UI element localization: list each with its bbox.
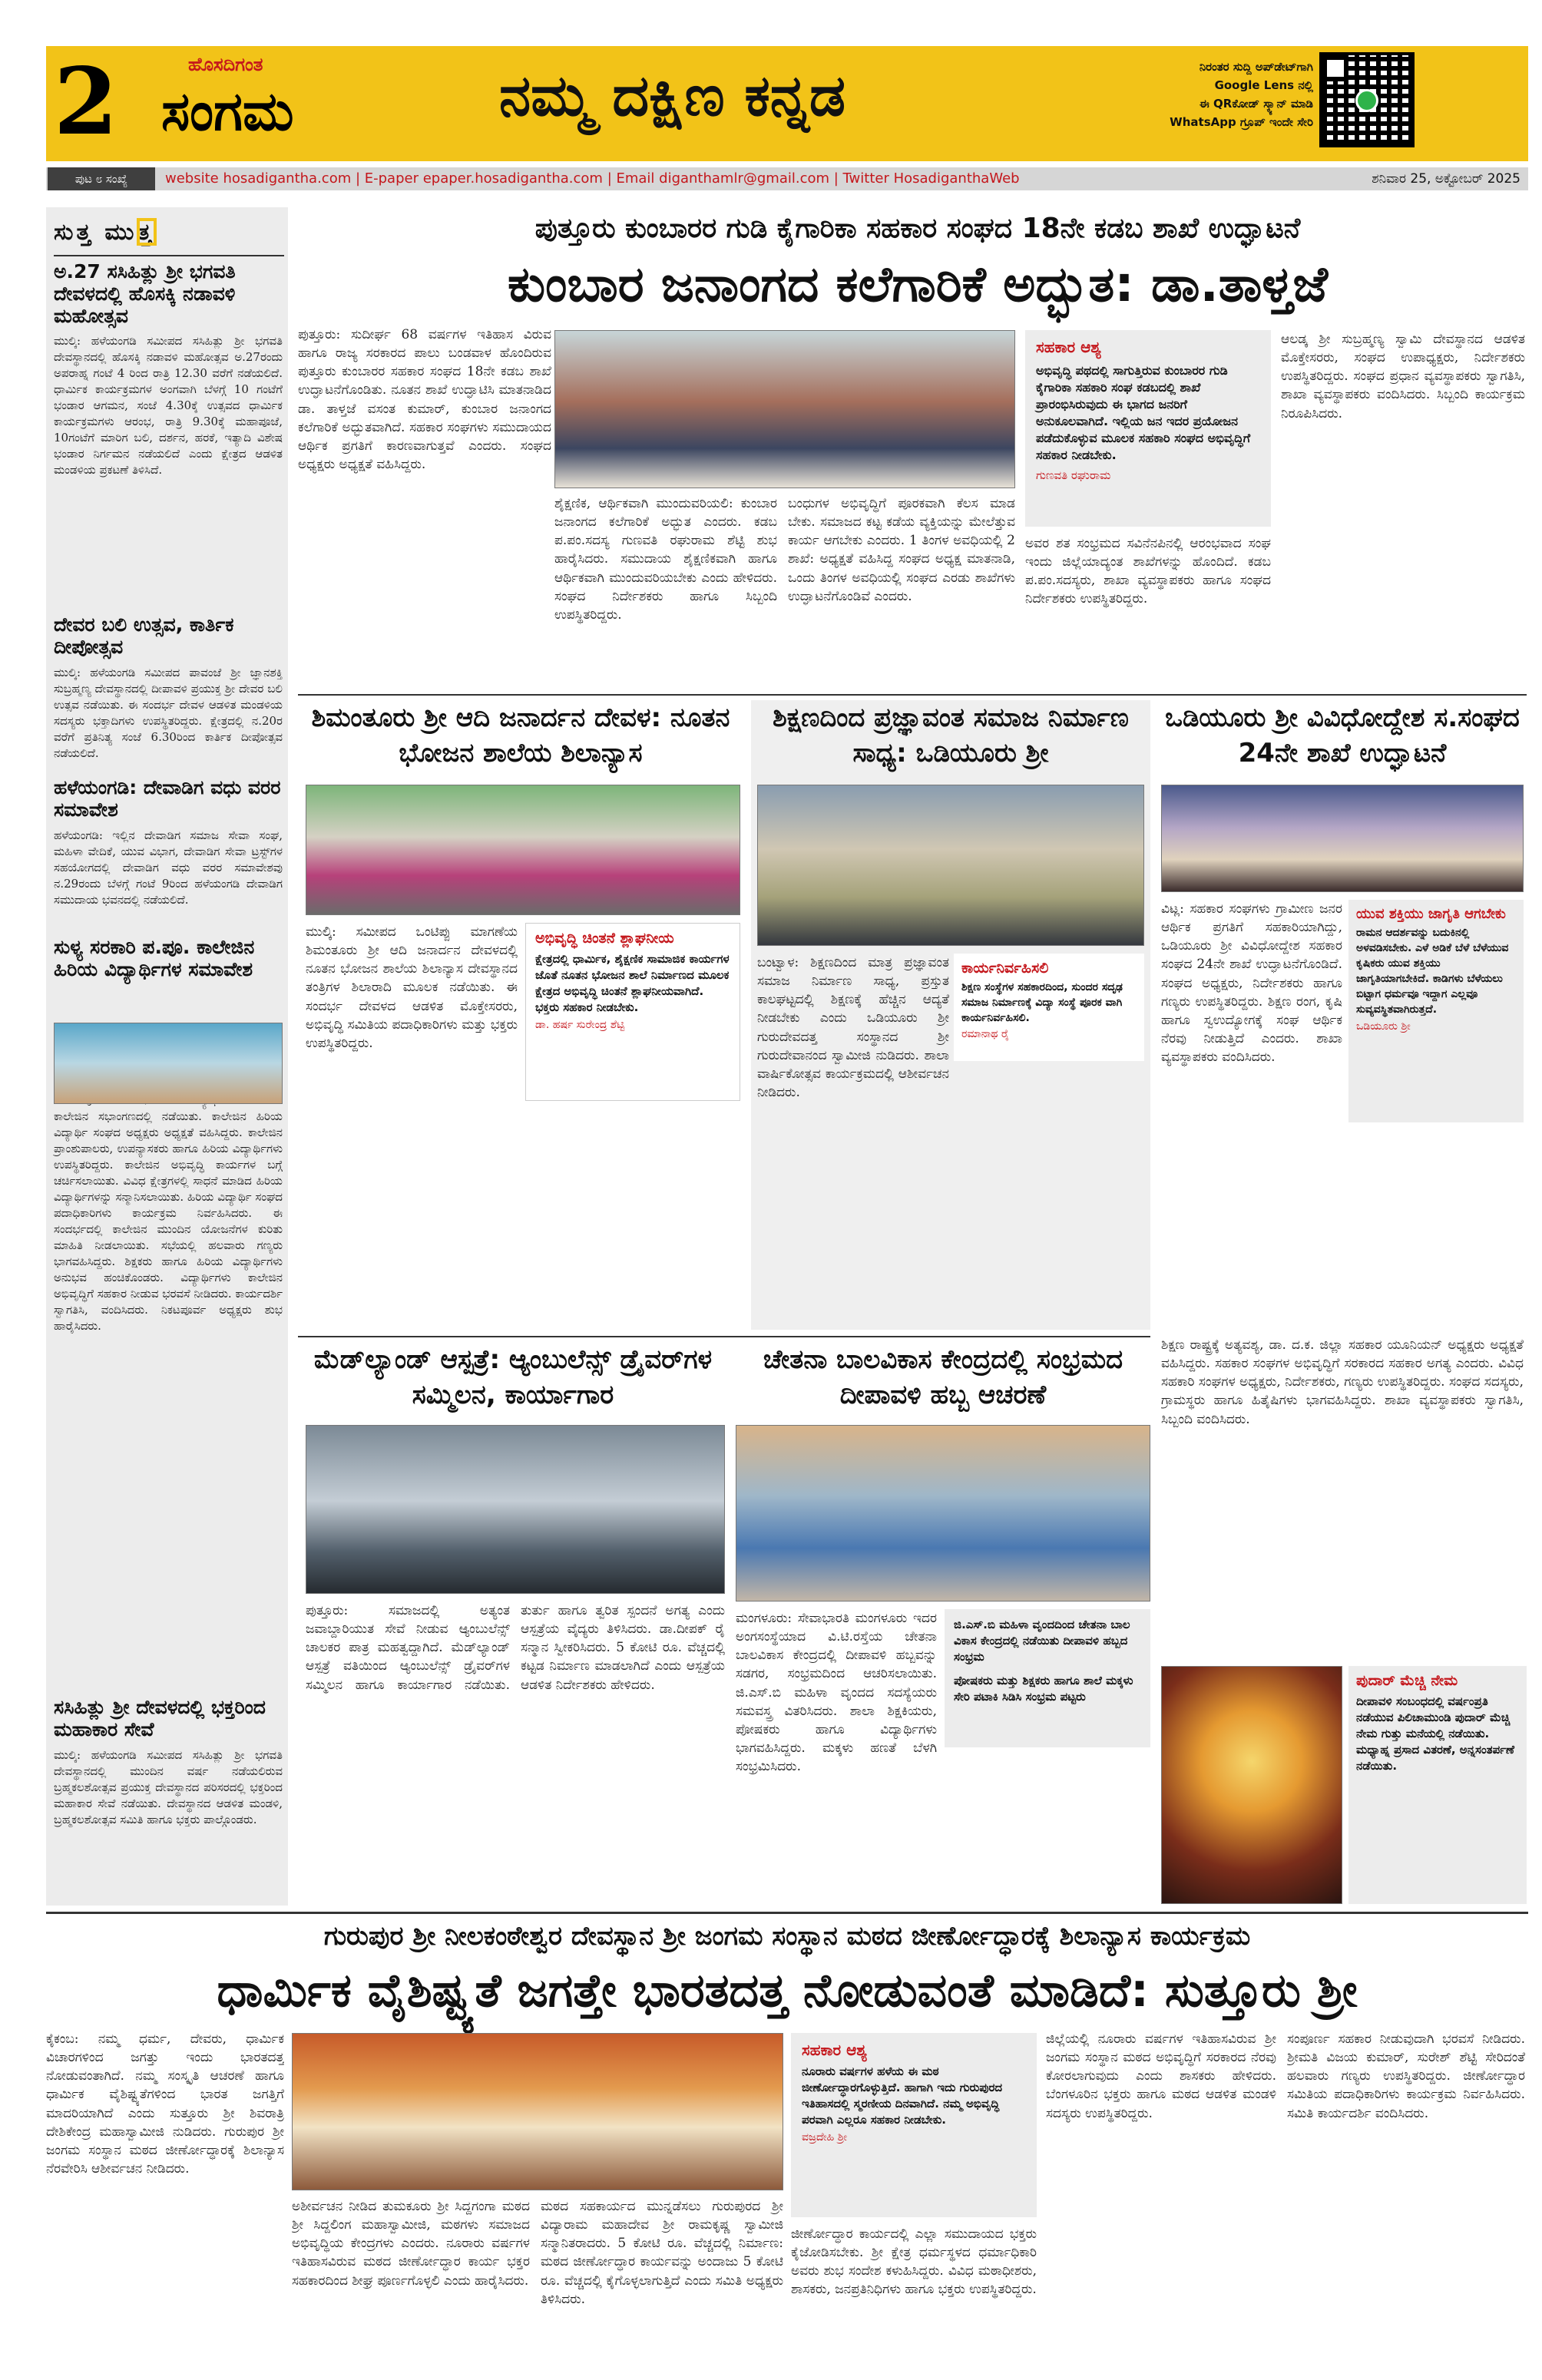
sidebar-headline: ಅ.27 ಸಸಿಹಿತ್ಲು ಶ್ರೀ ಭಗವತಿ ದೇವಳದಲ್ಲಿ ಹೊಸಕ್ಕಿ ನಡಾವಳಿ ಮಹೋತ್ಸವ <box>54 260 236 327</box>
sidebar-item <box>54 937 283 1334</box>
bottom-col-6: ಸಂಪೂರ್ಣ ಸಹಕಾರ ನೀಡುವುದಾಗಿ ಭರವಸೆ ನೀಡಿದರು. ಶ್ರೀಮತಿ ವಿಜಯ ಕುಮಾರ್, ಸುರೇಶ್ ಶೆಟ್ಟಿ ಸೇರಿದಂತೆ ಹಲವಾರು ಗಣ್ಯರು ಉಪಸ್ಥಿತರಿದ್ದರು. ಜೀರ್ಣೋದ್ಧಾರ ಸಮಿತಿಯ ಪದಾಧಿಕಾರಿಗಳು ಕಾರ್ಯಕ್ರಮ ನಿರ್ವಹಿಸಿದರು. ಸಮಿತಿ ಕಾರ್ಯದರ್ಶಿ ವಂದಿಸಿದರು. <box>1287 2031 1525 2121</box>
quote-tag: ಅಭಿವೃದ್ಧಿ ಚಿಂತನೆ ಶ್ಲಾಘನೀಯ <box>535 930 674 947</box>
lead-col-4: ಅವರ ಶತ ಸಂಭ್ರಮದ ಸವಿನೆನಪಿನಲ್ಲಿ ಆರಂಭವಾದ ಸಂಘ ಇಂದು ಜಿಲ್ಲೆಯಾದ್ಯಂತ ಶಾಖೆಗಳನ್ನು ಹೊಂದಿದೆ. ಕಡಬ ಪ.ಪಂ.ಸದಸ್ಯರು, ಶಾಖಾ ವ್ಯವಸ್ಥಾಪಕರು ಹಾಗೂ ಸಂಘದ ನಿರ್ದೇಶಕರು ಉಪಸ್ಥಿತರಿದ್ದರು. <box>1025 536 1271 607</box>
bullet-box <box>945 1609 1150 1747</box>
bottom-quote-box <box>791 2033 1037 2217</box>
issue-date: ಶನಿವಾರ 25, ಅಕ್ಟೋಬರ್ 2025 <box>1372 171 1520 187</box>
sidebar-item <box>54 261 283 478</box>
bottom-col-1: ಕೈಕಂಬ: ನಮ್ಮ ಧರ್ಮ, ದೇವರು, ಧಾರ್ಮಿಕ ವಿಚಾರಗಳಿಂದ ಜಗತ್ತು ಇಂದು ಭಾರತದತ್ತ ನೋಡುವಂತಾಗಿದೆ. ನಮ್ಮ ಸಂಸ್ಕೃತಿ ಆಚರಣೆ ಹಾಗೂ ಧಾರ್ಮಿಕ ವೈಶಿಷ್ಟ್ಯತೆಗಳಿಂದ ಭಾರತ ಜಗತ್ತಿಗೆ ಮಾದರಿಯಾಗಿದೆ ಎಂದು ಸುತ್ತೂರು ಶ್ರೀ ಶಿವರಾತ್ರಿ ದೇಶಿಕೇಂದ್ರ ಮಹಾಸ್ವಾಮೀಜಿ ನುಡಿದರು. ಗುರುಪುರ ಶ್ರೀ ಜಂಗಮ ಸಂಸ್ಥಾನ ಮಠದ ಜೀರ್ಣೋದ್ಧಾರಕ್ಕೆ ಶಿಲಾನ್ಯಾಸ ನೆರವೇರಿಸಿ ಆಶೀರ್ವಚನ ನೀಡಿದರು. <box>46 2031 284 2177</box>
story-body: ಬಂಟ್ವಾಳ: ಶಿಕ್ಷಣದಿಂದ ಮಾತ್ರ ಪ್ರಜ್ಞಾವಂತ ಸಮಾಜ ನಿರ್ಮಾಣ ಸಾಧ್ಯ, ಪ್ರಸ್ತುತ ಕಾಲಘಟ್ಟದಲ್ಲಿ ಶಿಕ್ಷಣಕ್ಕೆ ಹೆಚ್ಚಿನ ಆದ್ಯತೆ ನೀಡಬೇಕು ಎಂದು ಒಡಿಯೂರು ಶ್ರೀ ಗುರುದೇವದತ್ತ ಸಂಸ್ಥಾನದ ಶ್ರೀ ಗುರುದೇವಾನಂದ ಸ್ವಾಮೀಜಿ ನುಡಿದರು. ಶಾಲಾ ವಾರ್ಷಿಕೋತ್ಸವ ಕಾರ್ಯಕ್ರಮದಲ್ಲಿ ಆಶೀರ್ವಚನ ನೀಡಿದರು. <box>757 955 949 1100</box>
quote-text: ರಾಮನ ಆದರ್ಶವನ್ನು ಬದುಕಿನಲ್ಲಿ ಅಳವಡಿಸಬೇಕು. ಎಳೆ ಅಡಿಕೆ ಬೆಳೆ ಬೆಳೆಯುವ ಕೃಷಿಕರು ಯುವ ಶಕ್ತಿಯು ಜಾಗೃತಿಯಾಗಬೇಕಿದೆ. ಕಾಡಿಗಳು ಬೆಳೆಯಲು ಬಿಟ್ಟಾಗ ಧರ್ಮವೂ ಇದ್ದಾಗ ಎಲ್ಲವೂ ಸುವ್ಯವಸ್ಥಿತವಾಗಿರುತ್ತದೆ. <box>1356 927 1509 1016</box>
bottom-col-3: ಮಠದ ಸಹಕಾರ್ಯದ ಮುನ್ನಡೆಸಲು ಗುರುಪುರದ ಶ್ರೀ ವಿದ್ಯಾರಾಮ ಮಹಾದೇವ ಶ್ರೀ ರಾಮಕೃಷ್ಣ ಸ್ವಾಮೀಜಿ ಸನ್ಮಾನಿತರಾದರು. 5 ಕೋಟಿ ರೂ. ವೆಚ್ಚದಲ್ಲಿ ನಿರ್ಮಾಣ: ಮಠದ ಜೀರ್ಣೋದ್ಧಾರ ಕಾರ್ಯವನ್ನು ಅಂದಾಜು 5 ಕೋಟಿ ರೂ. ವೆಚ್ಚದಲ್ಲಿ ಕೈಗೊಳ್ಳಲಾಗುತ್ತಿದೆ ಎಂದು ಸಮಿತಿ ಅಧ್ಯಕ್ಷರು ತಿಳಿಸಿದರು. <box>541 2199 783 2307</box>
paper-name-small: ಹೊಸದಿಗಂತ <box>188 54 263 75</box>
story-headline: ಶಿಮಂತೂರು ಶ್ರೀ ಆದಿ ಜನಾರ್ದನ ದೇವಳ: ನೂತನ ಭೋಜನ ಶಾಲೆಯ ಶಿಲಾನ್ಯಾಸ <box>311 702 730 769</box>
lead-quote-box <box>1025 330 1271 527</box>
whatsapp-line: WhatsApp ಗ್ರೂಪ್ ಇಂದೇ ಸೇರಿ <box>1170 115 1313 129</box>
sidebar-body: ಮುಲ್ಕಿ: ಹಳೆಯಂಗಡಿ ಸಮೀಪದ ಸಸಿಹಿತ್ಲು ಶ್ರೀ ಭಗವತಿ ದೇವಸ್ಥಾನದಲ್ಲಿ ಮುಂದಿನ ವರ್ಷ ನಡೆಯಲಿರುವ ಬ್ರಹ್ಮಕಲಶೋತ್ಸವ ಪ್ರಯುಕ್ತ ದೇವಸ್ಥಾನದ ಪರಿಸರದಲ್ಲಿ ಭಕ್ತರಿಂದ ಮಹಾಕಾರ ಸೇವೆ ನಡೆಯಿತು. ದೇವಸ್ಥಾನದ ಆಡಳಿತ ಮಂಡಳಿ, ಬ್ರಹ್ಮಕಲಶೋತ್ಸವ ಸಮಿತಿ ಹಾಗೂ ಭಕ್ತರು ಪಾಲ್ಗೊಂಡರು. <box>54 1747 283 1826</box>
bottom-col-2: ಅಶೀರ್ವಚನ ನೀಡಿದ ತುಮಕೂರು ಶ್ರೀ ಸಿದ್ದಗಂಗಾ ಮಠದ ಶ್ರೀ ಸಿದ್ದಲಿಂಗ ಮಹಾಸ್ವಾಮೀಜಿ, ಮಠಗಳು ಸಮಾಜದ ಅಭಿವೃದ್ಧಿಯ ಕೇಂದ್ರಗಳು ಎಂದರು. ನೂರಾರು ವರ್ಷಗಳ ಇತಿಹಾಸವಿರುವ ಮಠದ ಜೀರ್ಣೋದ್ಧಾರ ಕಾರ್ಯ ಭಕ್ತರ ಸಹಕಾರದಿಂದ ಶೀಘ್ರ ಪೂರ್ಣಗೊಳ್ಳಲಿ ಎಂದು ಹಾರೈಸಿದರು. <box>292 2199 530 2289</box>
bottom-col-4: ಜೀರ್ಣೋದ್ಧಾರ ಕಾರ್ಯದಲ್ಲಿ ಎಲ್ಲಾ ಸಮುದಾಯದ ಭಕ್ತರು ಕೈಜೋಡಿಸಬೇಕು. ಶ್ರೀ ಕ್ಷೇತ್ರ ಧರ್ಮಸ್ಥಳದ ಧರ್ಮಾಧಿಕಾರಿ ಅವರು ಶುಭ ಸಂದೇಶ ಕಳುಹಿಸಿದ್ದರು. ವಿವಿಧ ಮಠಾಧೀಶರು, ಶಾಸಕರು, ಜನಪ್ರತಿನಿಧಿಗಳು ಹಾಗೂ ಭಕ್ತರು ಉಪಸ್ಥಿತರಿದ್ದರು. <box>791 2226 1037 2298</box>
bullet-item: ಜಿ.ಎಸ್.ಬಿ ಮಹಿಳಾ ವೃಂದದಿಂದ ಚೇತನಾ ಬಾಲ ವಿಕಾಸ ಕೇಂದ್ರದಲ್ಲಿ ನಡೆಯಿತು ದೀಪಾವಳಿ ಹಬ್ಬದ ಸಂಭ್ರಮ <box>954 1618 1130 1664</box>
sidebar-photo <box>54 1023 283 1104</box>
quote-tag: ಯುವ ಶಕ್ತಿಯು ಜಾಗೃತಿ ಆಗಬೇಕು <box>1356 906 1506 922</box>
story-odiyoor-branch <box>1158 700 1527 1330</box>
sidebar-item <box>54 614 283 762</box>
story-chetana <box>736 1342 1150 1902</box>
sidebar-title-icon <box>137 218 157 246</box>
lead-col-5: ಆಲಡ್ಕ ಶ್ರೀ ಸುಬ್ರಹ್ಮಣ್ಯ ಸ್ವಾಮಿ ದೇವಸ್ಥಾನದ ಆಡಳಿತ ಮೊಕ್ತೇಸರರು, ಸಂಘದ ಉಪಾಧ್ಯಕ್ಷರು, ನಿರ್ದೇಶಕರು ಉಪಸ್ಥಿತರಿದ್ದರು. ಸಂಘದ ಪ್ರಧಾನ ವ್ಯವಸ್ಥಾಪಕರು ಸ್ವಾಗತಿಸಿ, ಶಾಖಾ ವ್ಯವಸ್ಥಾಪಕರು ವಂದಿಸಿದರು. ಸಿಬ್ಬಂದಿ ಕಾರ್ಯಕ್ರಮ ನಿರೂಪಿಸಿದರು. <box>1281 332 1525 421</box>
story-body: ಮುಲ್ಕಿ: ಸಮೀಪದ ಒಂಟಿಪ್ಪು ಮಾಗಣೆಯ ಶಿಮಂತೂರು ಶ್ರೀ ಆದಿ ಜನಾರ್ದನ ದೇವಳದಲ್ಲಿ ನೂತನ ಭೋಜನ ಶಾಲೆಯ ಶಿಲಾನ್ಯಾಸ ದೇವಸ್ಥಾನದ ತಂತ್ರಿಗಳ ಶಿಲಾರಾದಿ ಮೂಲಕ ನಡೆಯಿತು. ಈ ಸಂದರ್ಭ ದೇವಳದ ಆಡಳಿತ ಮೊಕ್ತೇಸರರು, ಅಭಿವೃದ್ಧಿ ಸಮಿತಿಯ ಪದಾಧಿಕಾರಿಗಳು ಮತ್ತು ಭಕ್ತರು ಉಪಸ್ಥಿತರಿದ್ದರು. <box>306 924 518 1051</box>
sidebar-headline: ಸಸಿಹಿತ್ಲು ಶ್ರೀ ದೇವಳದಲ್ಲಿ ಭಕ್ತರಿಂದ ಮಹಾಕಾರ ಸೇವೆ <box>54 1696 266 1740</box>
story-photo <box>757 785 1144 946</box>
quote-box <box>954 954 1144 1061</box>
bottom-photo <box>292 2033 783 2190</box>
sidebar-headline: ದೇವರ ಬಲಿ ಉತ್ಸವ, ಕಾರ್ತಿಕ ದೀಪೋತ್ಸವ <box>54 613 234 658</box>
quote-author: ರಮಾನಾಥ ರೈ <box>961 1028 1010 1040</box>
quote-author: ವಜ್ರದೇಹಿ ಶ್ರೀ <box>802 2131 848 2144</box>
story-odiyoor-education <box>751 700 1150 1330</box>
whatsapp-icon <box>1355 89 1378 112</box>
quote-box <box>525 923 740 1101</box>
story-body: ಪುತ್ತೂರು: ಸಮಾಜದಲ್ಲಿ ಅತ್ಯಂತ ಜವಾಬ್ದಾರಿಯುತ ಸೇವೆ ನೀಡುವ ಆ್ಯಂಬುಲೆನ್ಸ್ ಚಾಲಕರ ಪಾತ್ರ ಮಹತ್ವದ್ದಾಗಿದೆ. ಮೆಡ್‌ಲ್ಯಾಂಡ್ ಆಸ್ಪತ್ರೆ ವತಿಯಿಂದ ಆ್ಯಂಬುಲೆನ್ಸ್ ಡ್ರೈವರ್‌ಗಳ ಸಮ್ಮಿಲನ ಹಾಗೂ ಕಾರ್ಯಾಗಾರ ನಡೆಯಿತು. ತುರ್ತು ಹಾಗೂ ತ್ವರಿತ ಸ್ಪಂದನೆ ಅಗತ್ಯ ಎಂದು ಆಸ್ಪತ್ರೆಯ ವೈದ್ಯರು ತಿಳಿಸಿದರು. ಡಾ.ದೀಪಕ್ ರೈ ಸನ್ಮಾನ ಸ್ವೀಕರಿಸಿದರು. 5 ಕೋಟಿ ರೂ. ವೆಚ್ಚದಲ್ಲಿ ಕಟ್ಟಡ ನಿರ್ಮಾಣ ಮಾಡಲಾಗಿದೆ ಎಂದು ಆಸ್ಪತ್ರೆಯ ಆಡಳಿತ ನಿರ್ದೇಶಕರು ಹೇಳಿದರು. <box>306 1603 725 1693</box>
quote-tag: ಸಹಕಾರ ಆಶ್ಯ <box>802 2041 868 2059</box>
right-column-body: ಶಿಕ್ಷಣ ರಾಷ್ಟ್ರಕ್ಕೆ ಅತ್ಯವಶ್ಯ, ಡಾ. ದ.ಕ. ಜಿಲ್ಲಾ ಸಹಕಾರ ಯೂನಿಯನ್ ಅಧ್ಯಕ್ಷರು ಅಧ್ಯಕ್ಷತೆ ವಹಿಸಿದ್ದರು. ಸಹಕಾರ ಸಂಘಗಳ ಅಭಿವೃದ್ಧಿಗೆ ಸರಕಾರದ ಸಹಕಾರ ಅಗತ್ಯ ಎಂದರು. ವಿವಿಧ ಸಹಕಾರಿ ಸಂಘಗಳ ಅಧ್ಯಕ್ಷರು, ನಿರ್ದೇಶಕರು, ಗಣ್ಯರು ಉಪಸ್ಥಿತರಿದ್ದರು. ಸಂಘದ ಸದಸ್ಯರು, ಗ್ರಾಮಸ್ಥರು ಹಾಗೂ ಹಿತೈಷಿಗಳು ಭಾಗವಹಿಸಿದ್ದರು. ಶಾಖಾ ವ್ಯವಸ್ಥಾಪಕರು ಸ್ವಾಗತಿಸಿ, ಸಿಬ್ಬಂದಿ ವಂದಿಸಿದರು. <box>1161 1337 1524 1427</box>
story-shimanthur <box>298 700 743 1330</box>
story-headline: ಶಿಕ್ಷಣದಿಂದ ಪ್ರಜ್ಞಾವಂತ ಸಮಾಜ ನಿರ್ಮಾಣ ಸಾಧ್ಯ: ಒಡಿಯೂರು ಶ್ರೀ <box>773 702 1129 769</box>
lead-headline: ಕುಂಬಾರ ಜನಾಂಗದ ಕಲೆಗಾರಿಕೆ ಅದ್ಭುತ: ಡಾ.ತಾಳ್ತಜೆ <box>507 256 1329 313</box>
story-photo <box>1161 785 1524 892</box>
sidebar-item <box>54 777 283 908</box>
paper-name: ಸಂಗಮ <box>161 80 294 143</box>
story-medland <box>298 1342 728 1902</box>
whatsapp-line: Google Lens ನಲ್ಲಿ <box>1214 78 1313 92</box>
story-photo <box>306 1425 725 1594</box>
story-body: ಮಂಗಳೂರು: ಸೇವಾಭಾರತಿ ಮಂಗಳೂರು ಇದರ ಅಂಗಸಂಸ್ಥೆಯಾದ ವಿ.ಟಿ.ರಸ್ತೆಯ ಚೇತನಾ ಬಾಲವಿಕಾಸ ಕೇಂದ್ರದಲ್ಲಿ ದೀಪಾವಳಿ ಹಬ್ಬವನ್ನು ಸಡಗರ, ಸಂಭ್ರಮದಿಂದ ಆಚರಿಸಲಾಯಿತು. ಜಿ.ಎಸ್.ಬಿ ಮಹಿಳಾ ವೃಂದದ ಸದಸ್ಯೆಯರು ಸಮವಸ್ತ್ರ ವಿತರಿಸಿದರು. ಶಾಲಾ ಶಿಕ್ಷಕಿಯರು, ಪೋಷಕರು ಹಾಗೂ ವಿದ್ಯಾರ್ಥಿಗಳು ಭಾಗವಹಿಸಿದ್ದರು. ಮಕ್ಕಳು ಹಣತೆ ಬೆಳಗಿ ಸಂಭ್ರಮಿಸಿದರು. <box>736 1611 937 1774</box>
lead-col-2: ಶೈಕ್ಷಣಿಕ, ಆರ್ಥಿಕವಾಗಿ ಮುಂದುವರಿಯಲಿ: ಕುಂಬಾರ ಜನಾಂಗದ ಕಲೆಗಾರಿಕೆ ಅದ್ಭುತ ಎಂದರು. ಕಡಬ ಪ.ಪಂ.ಸದಸ್ಯ ಗುಣವತಿ ರಘುರಾಮ ಶೆಟ್ಟಿ ಶುಭ ಹಾರೈಸಿದರು. ಸಮುದಾಯ ಶೈಕ್ಷಣಿಕವಾಗಿ ಹಾಗೂ ಆರ್ಥಿಕವಾಗಿ ಮುಂದುವರಿಯಬೇಕು ಎಂದು ಹೇಳಿದರು. ಸಂಘದ ನಿರ್ದೇಶಕರು ಹಾಗೂ ಸಿಬ್ಬಂದಿ ಉಪಸ್ಥಿತರಿದ್ದರು. <box>554 496 777 623</box>
contact-links[interactable]: website hosadigantha.com | E-paper epaper.hosadigantha.com | Email diganthamlr@gmail.com | Twitter HosadiganthaWeb <box>165 170 1020 187</box>
pudar-photo <box>1161 1666 1342 1904</box>
story-photo <box>306 785 740 915</box>
page-number: 2 <box>54 48 118 156</box>
sidebar-headline: ಹಳೆಯಂಗಡಿ: ದೇವಾಡಿಗ ವಧು ವರರ ಸಮಾವೇಶ <box>54 776 281 821</box>
quote-text: ಶಿಕ್ಷಣ ಸಂಸ್ಥೆಗಳ ಸಹಕಾರದಿಂದ, ಸುಂದರ ಸದೃಢ ಸಮಾಜ ನಿರ್ಮಾಣಕ್ಕೆ ವಿದ್ಯಾ ಸಂಸ್ಥೆ ಪೂರಕ ವಾಗಿ ಕಾರ್ಯನಿರ್ವಹಿಸಲಿ. <box>961 981 1123 1024</box>
bullet-item: ಪೋಷಕರು ಮತ್ತು ಶಿಕ್ಷಕರು ಹಾಗೂ ಶಾಲೆ ಮಕ್ಕಳು ಸೇರಿ ಪಟಾಕಿ ಸಿಡಿಸಿ ಸಂಭ್ರಮ ಪಟ್ಟರು <box>954 1674 1133 1704</box>
bottom-headline: ಧಾರ್ಮಿಕ ವೈಶಿಷ್ಟ್ಯತೆ ಜಗತ್ತೇ ಭಾರತದತ್ತ ನೋಡುವಂತೆ ಮಾಡಿದೆ: ಸುತ್ತೂರು ಶ್ರೀ <box>217 1964 1358 2018</box>
sidebar-body: ಹಳೆಯಂಗಡಿ: ಇಲ್ಲಿನ ದೇವಾಡಿಗ ಸಮಾಜ ಸೇವಾ ಸಂಘ, ಮಹಿಳಾ ವೇದಿಕೆ, ಯುವ ವಿಭಾಗ, ದೇವಾಡಿಗ ಸೇವಾ ಟ್ರಸ್ಟ್‌ಗಳ ಸಹಯೋಗದಲ್ಲಿ ದೇವಾಡಿಗ ವಧು ವರರ ಸಮಾವೇಶವು ನ.29ರಂದು ಬೆಳಗ್ಗೆ ಗಂಟೆ 9ರಿಂದ ಹಳೆಯಂಗಡಿ ದೇವಾಡಿಗ ಸಮುದಾಯ ಭವನದಲ್ಲಿ ನಡೆಯಲಿದೆ. <box>54 828 283 907</box>
story-headline: ಒಡಿಯೂರು ಶ್ರೀ ವಿವಿಧೋದ್ದೇಶ ಸ.ಸಂಘದ 24ನೇ ಶಾಖೆ ಉದ್ಘಾಟನೆ <box>1165 702 1520 769</box>
quote-box <box>1348 900 1524 1122</box>
whatsapp-panel <box>1106 58 1313 131</box>
story-body: ವಿಟ್ಲ: ಸಹಕಾರ ಸಂಘಗಳು ಗ್ರಾಮೀಣ ಜನರ ಆರ್ಥಿಕ ಪ್ರಗತಿಗೆ ಸಹಕಾರಿಯಾಗಿದ್ದು, ಒಡಿಯೂರು ಶ್ರೀ ವಿವಿಧೋದ್ದೇಶ ಸಹಕಾರ ಸಂಘದ 24ನೇ ಶಾಖೆ ಉದ್ಘಾಟನೆಗೊಂಡಿದೆ. ಸಂಘದ ಅಧ್ಯಕ್ಷರು, ನಿರ್ದೇಶಕರು ಹಾಗೂ ಗಣ್ಯರು ಉಪಸ್ಥಿತರಿದ್ದರು. ಶಿಕ್ಷಣ ರಂಗ, ಕೃಷಿ ಹಾಗೂ ಸ್ವಉದ್ಯೋಗಕ್ಕೆ ಸಂಘ ಆರ್ಥಿಕ ನೆರವು ನೀಡುತ್ತಿದೆ ಎಂದರು. ಶಾಖಾ ವ್ಯವಸ್ಥಾಪಕರು ವಂದಿಸಿದರು. <box>1161 901 1342 1065</box>
sidebar-title: ಸುತ್ತ ಮುತ್ತ <box>54 219 154 246</box>
lead-col-1: ಪುತ್ತೂರು: ಸುದೀರ್ಘ 68 ವರ್ಷಗಳ ಇತಿಹಾಸ ವಿರುವ ಹಾಗೂ ರಾಜ್ಯ ಸರಕಾರದ ಪಾಲು ಬಂಡವಾಳ ಹೊಂದಿರುವ ಪುತ್ತೂರು ಕುಂಬಾರರ ಸಹಕಾರ ಸಂಘದ 18ನೇ ಕಡಬ ಶಾಖೆ ಉದ್ಘಾಟನೆಗೊಂಡಿತು. ನೂತನ ಶಾಖೆ ಉದ್ಘಾಟಿಸಿ ಮಾತನಾಡಿದ ಡಾ. ತಾಳ್ತಜೆ ವಸಂತ ಕುಮಾರ್, ಕುಂಬಾರ ಜನಾಂಗದ ಕಲೆಗಾರಿಕೆ ಅದ್ಭುತವಾಗಿದೆ. ಸಹಕಾರ ಸಂಘಗಳು ಸಮುದಾಯದ ಆರ್ಥಿಕ ಪ್ರಗತಿಗೆ ಕಾರಣವಾಗುತ್ತವೆ ಎಂದರು. ಸಂಘದ ಅಧ್ಯಕ್ಷರು ಅಧ್ಯಕ್ಷತೆ ವಹಿಸಿದ್ದರು. <box>298 327 551 472</box>
story-photo <box>736 1425 1150 1602</box>
qr-corner-icon <box>1322 55 1348 81</box>
divider <box>46 1912 1528 1914</box>
whatsapp-line: ನಿರಂತರ ಸುದ್ದಿ ಅಪ್‌ಡೇಟ್‌ಗಾಗಿ <box>1199 60 1313 74</box>
story-headline: ಮೆಡ್‌ಲ್ಯಾಂಡ್ ಆಸ್ಪತ್ರೆ: ಆ್ಯಂಬುಲೆನ್ಸ್ ಡ್ರೈವರ್‌ಗಳ ಸಮ್ಮಿಲನ, ಕಾರ್ಯಾಗಾರ <box>313 1344 713 1410</box>
pudar-box <box>1348 1666 1527 1904</box>
divider <box>54 255 284 256</box>
bottom-col-5: ಜಿಲ್ಲೆಯಲ್ಲಿ ನೂರಾರು ವರ್ಷಗಳ ಇತಿಹಾಸವಿರುವ ಶ್ರೀ ಜಂಗಮ ಸಂಸ್ಥಾನ ಮಠದ ಅಭಿವೃದ್ಧಿಗೆ ಸರಕಾರದ ನೆರವು ಕೋರಲಾಗುವುದು ಎಂದು ಶಾಸಕರು ಹೇಳಿದರು. ಬೆಂಗಳೂರಿನ ಭಕ್ತರು ಹಾಗೂ ಮಠದ ಆಡಳಿತ ಮಂಡಳಿ ಸದಸ್ಯರು ಉಪಸ್ಥಿತರಿದ್ದರು. <box>1046 2031 1276 2121</box>
sidebar-headline: ಸುಳ್ಯ ಸರಕಾರಿ ಪ.ಪೂ. ಕಾಲೇಜಿನ ಹಿರಿಯ ವಿದ್ಯಾರ್ಥಿಗಳ ಸಮಾವೇಶ <box>54 936 255 980</box>
quote-text: ಕ್ಷೇತ್ರದಲ್ಲಿ ಧಾರ್ಮಿಕ, ಶೈಕ್ಷಣಿಕ ಸಾಮಾಜಿಕ ಕಾರ್ಯಗಳ ಜೊತೆ ನೂತನ ಭೋಜನ ಶಾಲೆ ನಿರ್ಮಾಣದ ಮೂಲಕ ಕ್ಷೇತ್ರದ ಅಭಿವೃದ್ಧಿ ಚಿಂತನೆ ಶ್ಲಾಘನೀಯವಾಗಿದೆ. ಭಕ್ತರು ಸಹಕಾರ ನೀಡಬೇಕು. <box>535 952 730 1014</box>
pudar-headline: ಪುದಾರ್ ಮೆಚ್ಚಿ ನೇಮ <box>1356 1672 1458 1689</box>
sidebar-body: ಮುಲ್ಕಿ: ಹಳೆಯಂಗಡಿ ಸಮೀಪದ ಪಾವಂಜೆ ಶ್ರೀ ಜ್ಞಾನಶಕ್ತಿ ಸುಬ್ರಹ್ಮಣ್ಯ ದೇವಸ್ಥಾನದಲ್ಲಿ ದೀಪಾವಳಿ ಪ್ರಯುಕ್ತ ಶ್ರೀ ದೇವರ ಬಲಿ ಉತ್ಸವ ನಡೆಯಿತು. ಈ ಸಂದರ್ಭ ದೇವಳ ಆಡಳಿತ ಮಂಡಳಿಯ ಸದಸ್ಯರು ಭಕ್ತಾದಿಗಳು ಉಪಸ್ಥಿತರಿದ್ದರು. ಕ್ಷೇತ್ರದಲ್ಲಿ ನ.20ರ ವರೆಗೆ ಪ್ರತಿನಿತ್ಯ ಸಂಜೆ 6.30ರಿಂದ ಕಾರ್ತಿಕ ದೀಪೋತ್ಸವ ನಡೆಯಲಿದೆ. <box>54 665 283 760</box>
story-headline: ಚೇತನಾ ಬಾಲವಿಕಾಸ ಕೇಂದ್ರದಲ್ಲಿ ಸಂಭ್ರಮದ ದೀಪಾವಳಿ ಹಬ್ಬ ಆಚರಣೆ <box>763 1344 1123 1410</box>
sidebar-body: ಮುಲ್ಕಿ: ಹಳೆಯಂಗಡಿ ಸಮೀಪದ ಸಸಿಹಿತ್ಲು ಶ್ರೀ ಭಗವತಿ ದೇವಸ್ಥಾನದಲ್ಲಿ ಹೊಸಕ್ಕಿ ನಡಾವಳಿ ಮಹೋತ್ಸವ ಅ.27ರಂದು ಅಪರಾಹ್ನ ಗಂಟೆ 4 ರಿಂದ ರಾತ್ರಿ 12.30 ವರೆಗೆ ನಡೆಯಲಿದೆ. ಧಾರ್ಮಿಕ ಕಾರ್ಯಕ್ರಮಗಳ ಅಂಗವಾಗಿ ಬೆಳಗ್ಗೆ 10 ಗಂಟೆಗೆ ಭಂಡಾರ ಆಗಮನ, ಸಂಜೆ 4.30ಕ್ಕೆ ಉತ್ಸವದ ಧಾರ್ಮಿಕ ಕಾರ್ಯಕ್ರಮಗಳು ಆರಂಭ, ರಾತ್ರಿ 9.30ಕ್ಕೆ ಮಹಾಪೂಜೆ, 10ಗಂಟೆಗೆ ಮಾರಿಗ ಬಲಿ, ದರ್ಶನ, ಹರಕೆ, ಇತ್ಯಾದಿ ವಿಶೇಷ ಭಂಡಾರ ನಿರ್ಗಮನ ನಡೆಯಲಿದೆ ಎಂದು ಕ್ಷೇತ್ರದ ಆಡಳಿತ ಮಂಡಳಿಯ ಪ್ರಕಟಣೆ ತಿಳಿಸಿದೆ. <box>54 334 283 478</box>
whatsapp-line: ಈ QRಕೋಡ್ ಸ್ಕ್ಯಾನ್ ಮಾಡಿ <box>1199 97 1313 111</box>
quote-tag: ಸಹಕಾರ ಆಶ್ಯ <box>1036 338 1102 356</box>
edition-title: ನಮ್ಮ ದಕ್ಷಿಣ ಕನ್ನಡ <box>499 63 846 129</box>
sidebar-body: ಕಾಲೇಜಿನ ಸಭಾಂಗಣದಲ್ಲಿ ನಡೆಯಿತು. ಕಾಲೇಜಿನ ಹಿರಿಯ ವಿದ್ಯಾರ್ಥಿ ಸಂಘದ ಅಧ್ಯಕ್ಷರು ಅಧ್ಯಕ್ಷತೆ ವಹಿಸಿದ್ದರು. ಕಾಲೇಜಿನ ಪ್ರಾಂಶುಪಾಲರು, ಉಪನ್ಯಾಸಕರು ಹಾಗೂ ಹಿರಿಯ ವಿದ್ಯಾರ್ಥಿಗಳು ಉಪಸ್ಥಿತರಿದ್ದರು. ಕಾಲೇಜಿನ ಅಭಿವೃದ್ಧಿ ಕಾರ್ಯಗಳ ಬಗ್ಗೆ ಚರ್ಚಿಸಲಾಯಿತು. ವಿವಿಧ ಕ್ಷೇತ್ರಗಳಲ್ಲಿ ಸಾಧನೆ ಮಾಡಿದ ಹಿರಿಯ ವಿದ್ಯಾರ್ಥಿಗಳನ್ನು ಸನ್ಮಾನಿಸಲಾಯಿತು. ಹಿರಿಯ ವಿದ್ಯಾರ್ಥಿ ಸಂಘದ ಪದಾಧಿಕಾರಿಗಳು ಕಾರ್ಯಕ್ರಮ ನಿರ್ವಹಿಸಿದರು. ಈ ಸಂದರ್ಭದಲ್ಲಿ ಕಾಲೇಜಿನ ಮುಂದಿನ ಯೋಜನೆಗಳ ಕುರಿತು ಮಾಹಿತಿ ನೀಡಲಾಯಿತು. ಸಭೆಯಲ್ಲಿ ಹಲವಾರು ಗಣ್ಯರು ಭಾಗವಹಿಸಿದ್ದರು. ಶಿಕ್ಷಕರು ಹಾಗೂ ಹಿರಿಯ ವಿದ್ಯಾರ್ಥಿಗಳು ಅನುಭವ ಹಂಚಿಕೊಂಡರು. ವಿದ್ಯಾರ್ಥಿಗಳು ಕಾಲೇಜಿನ ಅಭಿವೃದ್ಧಿಗೆ ಸಹಕಾರ ನೀಡುವ ಭರವಸೆ ನೀಡಿದರು. ಕಾರ್ಯದರ್ಶಿ ಸ್ವಾಗತಿಸಿ, ವಂದಿಸಿದರು. ನಿಕಟಪೂರ್ವ ಅಧ್ಯಕ್ಷರು ಶುಭ ಹಾರೈಸಿದರು. <box>54 1109 283 1333</box>
bottom-kicker: ಗುರುಪುರ ಶ್ರೀ ನೀಲಕಂಠೇಶ್ವರ ದೇವಸ್ಥಾನ ಶ್ರೀ ಜಂಗಮ ಸಂಸ್ಥಾನ ಮಠದ ಜೀರ್ಣೋದ್ಧಾರಕ್ಕೆ ಶಿಲಾನ್ಯಾಸ ಕಾರ್ಯಕ್ರಮ <box>323 1921 1251 1952</box>
quote-author: ಡಾ. ಹರ್ಷ ಸುರೇಂದ್ರ ಶೆಟ್ಟಿ <box>535 1019 625 1031</box>
divider <box>298 694 1527 696</box>
quote-text: ನೂರಾರು ವರ್ಷಗಳ ಹಳೆಯ ಈ ಮಠ ಜೀರ್ಣೋದ್ಧಾರಗೊಳ್ಳುತ್ತಿದೆ. ಹಾಗಾಗಿ ಇದು ಗುರುಪುರದ ಇತಿಹಾಸದಲ್ಲಿ ಸ್ಮರಣೀಯ ದಿನವಾಗಿದೆ. ನಮ್ಮ ಅಭಿವೃದ್ಧಿ ಪರವಾಗಿ ಎಲ್ಲರೂ ಸಹಕಾರ ನೀಡಬೇಕು. <box>802 2064 1003 2127</box>
quote-tag: ಕಾರ್ಯನಿರ್ವಹಿಸಲಿ <box>961 960 1049 977</box>
lead-col-3: ಬಂಧುಗಳ ಅಭಿವೃದ್ಧಿಗೆ ಪೂರಕವಾಗಿ ಕೆಲಸ ಮಾಡ ಬೇಕು. ಸಮಾಜದ ಕಟ್ಟ ಕಡೆಯ ವ್ಯಕ್ತಿಯನ್ನು ಮೇಲೆತ್ತುವ ಕಾರ್ಯ ಆಗಬೇಕು ಎಂದರು. 1 ತಿಂಗಳ ಅವಧಿಯಲ್ಲಿ 2 ಶಾಖೆ: ಅಧ್ಯಕ್ಷತೆ ವಹಿಸಿದ್ದ ಸಂಘದ ಅಧ್ಯಕ್ಷ ಮಾತನಾಡಿ, ಒಂದು ತಿಂಗಳ ಅವಧಿಯಲ್ಲಿ ಸಂಘದ ಎರಡು ಶಾಖೆಗಳು ಉದ್ಘಾಟನೆಗೊಂಡಿವೆ ಎಂದರು. <box>788 496 1015 604</box>
quote-author: ಒಡಿಯೂರು ಶ್ರೀ <box>1356 1020 1411 1033</box>
quote-author: ಗುಣವತಿ ರಘುರಾಮ <box>1036 468 1111 482</box>
lead-kicker: ಪುತ್ತೂರು ಕುಂಬಾರರ ಗುಡಿ ಕೈಗಾರಿಕಾ ಸಹಕಾರ ಸಂಘದ 18ನೇ ಕಡಬ ಶಾಖೆ ಉದ್ಘಾಟನೆ <box>534 213 1301 244</box>
lead-photo <box>554 330 1015 488</box>
pages-label: ಪುಟ ೮ ಸಂಖ್ಯೆ <box>48 167 155 190</box>
pudar-text: ದೀಪಾವಳಿ ಸಂಬಂಧದಲ್ಲಿ ವರ್ಷಂಪ್ರತಿ ನಡೆಯುವ ಪಿಲಿಚಾಮುಂಡಿ ಪುದಾರ್ ಮೆಚ್ಚಿ ನೇಮ ಗುತ್ತು ಮನೆಯಲ್ಲಿ ನಡೆಯಿತು. ಮಧ್ಯಾಹ್ನ ಪ್ರಸಾದ ವಿತರಣೆ, ಅನ್ನಸಂತರ್ಪಣೆ ನಡೆಯಿತು. <box>1356 1694 1514 1773</box>
quote-text: ಅಭಿವೃದ್ಧಿ ಪಥದಲ್ಲಿ ಸಾಗುತ್ತಿರುವ ಕುಂಬಾರರ ಗುಡಿ ಕೈಗಾರಿಕಾ ಸಹಕಾರಿ ಸಂಘ ಕಡಬದಲ್ಲಿ ಶಾಖೆ ಪ್ರಾರಂಭಿಸಿರುವುದು ಈ ಭಾಗದ ಜನರಿಗೆ ಅನುಕೂಲವಾಗಿದೆ. ಇಲ್ಲಿಯ ಜನ ಇದರ ಪ್ರಯೋಜನ ಪಡೆದುಕೊಳ್ಳುವ ಮೂಲಕ ಸಹಕಾರಿ ಸಂಘದ ಅಭಿವೃದ್ಧಿಗೆ ಸಹಕಾರ ನೀಡಬೇಕು. <box>1036 363 1251 462</box>
divider <box>298 1336 1150 1337</box>
sidebar-item <box>54 1697 283 1828</box>
